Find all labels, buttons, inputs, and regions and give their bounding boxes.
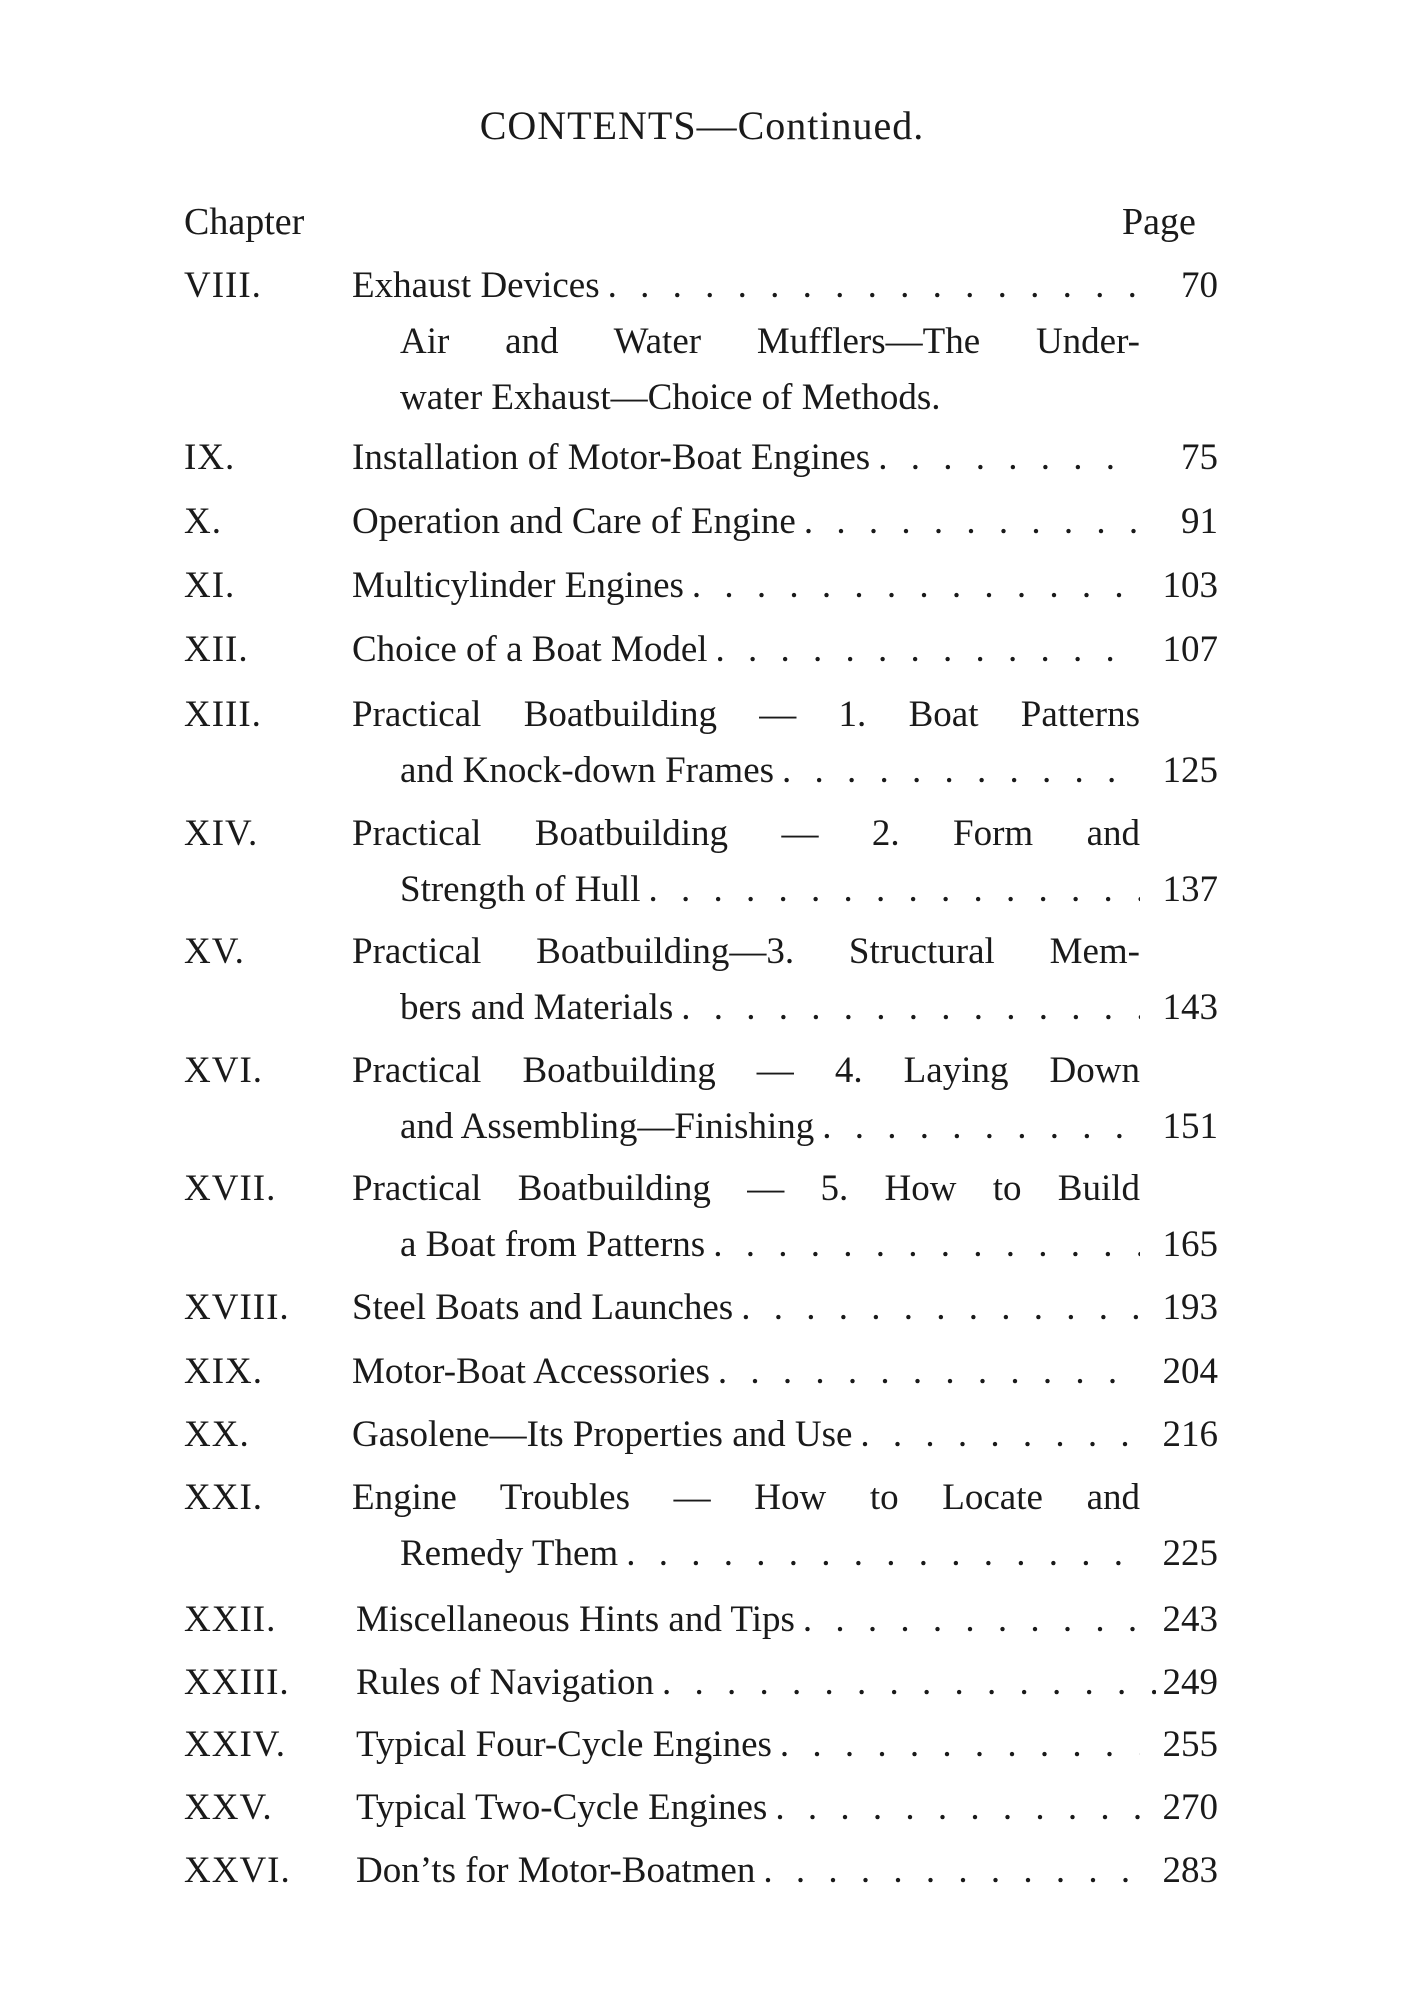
chapter-number: XXIV.: [184, 1724, 286, 1765]
page-number: 70: [1181, 265, 1218, 306]
toc-entry: [0, 812, 1404, 924]
page-number: 270: [1162, 1787, 1218, 1828]
chapter-number: XXV.: [184, 1787, 273, 1828]
chapter-title: Multicylinder Engines: [352, 565, 684, 606]
leader-dots: [741, 1286, 1140, 1329]
page-number: 283: [1162, 1850, 1218, 1891]
chapter-number: XXII.: [184, 1599, 277, 1640]
leader-dots: [775, 1786, 1140, 1829]
leader-dots: [780, 1723, 1140, 1766]
chapter-title: Motor-Boat Accessories: [352, 1351, 710, 1392]
chapter-title: Practical Boatbuilding — 5. How to Build: [352, 1168, 1140, 1209]
page-number: 216: [1162, 1414, 1218, 1455]
chapter-title: Exhaust Devices: [352, 265, 600, 306]
chapter-title: Don’ts for Motor-Boatmen: [356, 1850, 756, 1891]
chapter-title-continued: bers and Materials: [400, 987, 674, 1028]
chapter-column-heading: Chapter: [184, 201, 305, 243]
toc-entry: [0, 1049, 1404, 1161]
page-number: 249: [1162, 1662, 1218, 1703]
page-number: 204: [1162, 1351, 1218, 1392]
toc-entry: [0, 1476, 1404, 1588]
toc-entry: [0, 1849, 1404, 1905]
page-number: 143: [1162, 987, 1218, 1028]
chapter-title: Choice of a Boat Model: [352, 629, 708, 670]
chapter-title: Rules of Navigation: [356, 1662, 655, 1703]
leader-dots: [662, 1661, 1156, 1704]
toc-entry: [0, 1286, 1404, 1342]
page-number: 255: [1162, 1724, 1218, 1765]
chapter-title: Installation of Motor-Boat Engines: [352, 437, 871, 478]
leader-dots: [804, 500, 1140, 543]
chapter-number: XVII.: [184, 1168, 277, 1209]
leader-dots: [648, 868, 1140, 911]
toc-entry: [0, 1723, 1404, 1779]
chapter-number: XXVI.: [184, 1850, 291, 1891]
chapter-title-continued: a Boat from Patterns: [400, 1224, 706, 1265]
page-number: 75: [1181, 437, 1218, 478]
page-number: 137: [1162, 869, 1218, 910]
page-number: 103: [1162, 565, 1218, 606]
toc-entry: [0, 1350, 1404, 1406]
chapter-number: XIII.: [184, 694, 262, 735]
chapter-number: XIV.: [184, 813, 259, 854]
leader-dots: [681, 986, 1140, 1029]
chapter-title-continued: and Assembling—Finishing: [400, 1106, 815, 1147]
chapter-number: XI.: [184, 565, 236, 606]
leader-dots: [716, 628, 1140, 671]
chapter-title-continued: Strength of Hull: [400, 869, 641, 910]
page-column-heading: Page: [1122, 201, 1196, 243]
leader-dots: [860, 1413, 1140, 1456]
page-number: 165: [1162, 1224, 1218, 1265]
toc-entry: [0, 564, 1404, 620]
page-number: 107: [1162, 629, 1218, 670]
leader-dots: [713, 1223, 1140, 1266]
leader-dots: [822, 1105, 1140, 1148]
chapter-description: water Exhaust—Choice of Methods.: [400, 377, 941, 418]
leader-dots: [626, 1532, 1140, 1575]
chapter-title: Typical Two-Cycle Engines: [356, 1787, 768, 1828]
chapter-number: IX.: [184, 437, 236, 478]
chapter-number: XVI.: [184, 1050, 264, 1091]
toc-entry: [0, 500, 1404, 556]
chapter-title: Steel Boats and Launches: [352, 1287, 734, 1328]
page-title: CONTENTS—Continued.: [479, 103, 925, 148]
chapter-title: Practical Boatbuilding — 2. Form and: [352, 813, 1140, 854]
leader-dots: [692, 564, 1140, 607]
chapter-title: Miscellaneous Hints and Tips: [356, 1599, 795, 1640]
chapter-number: XIX.: [184, 1351, 264, 1392]
page-number: 243: [1162, 1599, 1218, 1640]
toc-entry: [0, 1661, 1404, 1717]
toc-entry: [0, 1598, 1404, 1654]
chapter-title: Gasolene—Its Properties and Use: [352, 1414, 853, 1455]
page-number: 91: [1181, 501, 1218, 542]
chapter-title: Typical Four-Cycle Engines: [356, 1724, 772, 1765]
toc-entry: [0, 1786, 1404, 1842]
toc-entry: [0, 930, 1404, 1042]
chapter-title: Operation and Care of Engine: [352, 501, 796, 542]
chapter-number: XV.: [184, 931, 245, 972]
leader-dots: [878, 436, 1140, 479]
toc-entry: [0, 264, 1404, 432]
chapter-title-continued: Remedy Them: [400, 1533, 619, 1574]
toc-entry: [0, 693, 1404, 805]
leader-dots: [608, 264, 1140, 307]
chapter-title: Engine Troubles — How to Locate and: [352, 1477, 1140, 1518]
chapter-number: VIII.: [184, 265, 262, 306]
toc-entry: [0, 628, 1404, 684]
toc-entry: [0, 1413, 1404, 1469]
chapter-number: XXIII.: [184, 1662, 290, 1703]
chapter-title: Practical Boatbuilding—3. Structural Mem-: [352, 931, 1140, 972]
chapter-number: XVIII.: [184, 1287, 290, 1328]
chapter-number: XXI.: [184, 1477, 264, 1518]
page-number: 193: [1162, 1287, 1218, 1328]
page-number: 125: [1162, 750, 1218, 791]
chapter-description: Air and Water Mufflers—The Under-: [400, 321, 1140, 362]
chapter-number: XX.: [184, 1414, 250, 1455]
leader-dots: [763, 1849, 1140, 1892]
page-number: 225: [1162, 1533, 1218, 1574]
chapter-title: Practical Boatbuilding — 1. Boat Patterns: [352, 694, 1140, 735]
toc-entry: [0, 1167, 1404, 1279]
leader-dots: [803, 1598, 1140, 1641]
chapter-number: X.: [184, 501, 222, 542]
chapter-title: Practical Boatbuilding — 4. Laying Down: [352, 1050, 1140, 1091]
page-number: 151: [1162, 1106, 1218, 1147]
leader-dots: [718, 1350, 1140, 1393]
toc-entry: [0, 436, 1404, 492]
chapter-number: XII.: [184, 629, 249, 670]
leader-dots: [782, 749, 1140, 792]
chapter-title-continued: and Knock-down Frames: [400, 750, 775, 791]
